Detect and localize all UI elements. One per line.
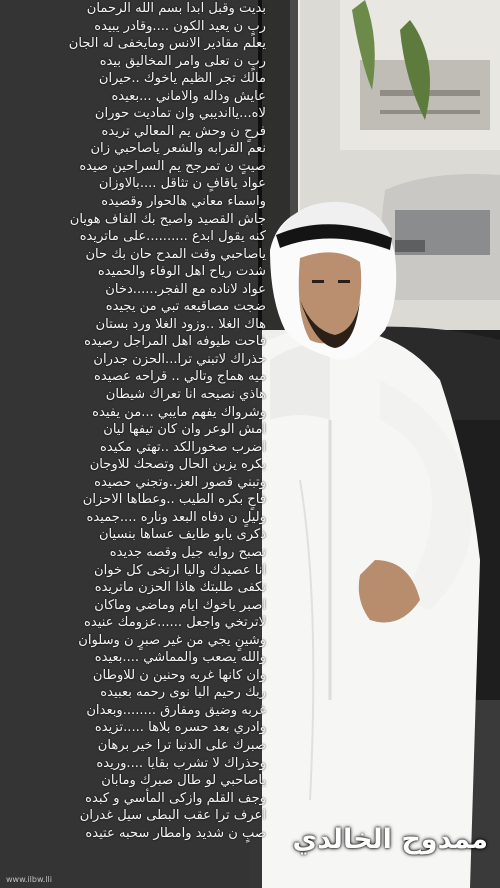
poem-line: واسماء معاني هالحوار وقصيده (101, 194, 266, 210)
poem-line: صبرك على الدنيا ترا خير برهان (97, 737, 266, 753)
poem-line: تصبح روايه جيل وقصه جديده (109, 544, 266, 560)
poem-line: وشينٍ يجي من غير صبرٍ ن وسلوان (78, 632, 266, 648)
poem-line: لاه...ياانديبي وان تماديت حوران (94, 106, 266, 122)
poem-line: وحذراك لا تشرب بقايا ....وريده (96, 755, 266, 771)
poem-line: وليلٍ ن دفاه البعد وناره ....جميده (86, 509, 266, 525)
poem-line: امش الوعر وان كان تيفها ليان (103, 422, 266, 438)
poem-line: عواد لاناده مع الفجر......دخان (105, 281, 266, 297)
poem-line: ربٍ ن يعيد الكون ....وقادر يبيده (94, 18, 266, 34)
poem-line: تكفى طلبتك هاذا الحزن ماتريده (94, 580, 266, 596)
poem-line: هاذي نصيحه انا تعراك شيطان (105, 387, 266, 403)
poem-line: والله يصعب والمماشي ....بعيده (94, 650, 266, 666)
poem-line: وتبني قصور العز..وتجني حصيده (94, 474, 266, 490)
poem-line: اصبر ياخوك ايام وماضي وماكان (94, 597, 266, 613)
poem-line: وان كانها غربه وحنين ن للاوطان (92, 667, 266, 683)
poem-line: فاحٍ بكره الطيب ..وعطاها الاحزان (82, 492, 266, 508)
poem-line: حذراك لاتبني ترا...الحزن جدران (93, 351, 266, 367)
poem-line: وجف القلم وازكى المأسي و كبده (85, 790, 266, 806)
poem-line: وشرواك يفهم مايبي ...من يفيده (92, 404, 266, 420)
poem-line: ضجت مصاقيعه تبي من يجيده (105, 299, 266, 315)
poem-line: ميه هماج وتالي .. قراحه عصيده (94, 369, 266, 385)
poem-line: ياصاحبي وقت المدح حان بك حان (85, 246, 266, 262)
poem-line: بديت وقبل ابدا بسم الله الرحمان (86, 1, 266, 16)
poem-line: صيتٍ ن تمرجح يم السراحين صيده (79, 158, 266, 174)
poem-line: ربك رحيم اليا نوى رحمه بعبيده (100, 685, 266, 701)
poem-line: شدت رياح اهل الوفاء والحميده (97, 264, 266, 280)
poem-line: عواد ياقافٍ ن تثاقل ....بالاوزان (98, 176, 266, 192)
watermark: www.ilbw.lli (6, 875, 52, 884)
poem-line: بكره يزين الحال وتصحك للاوجان (89, 457, 266, 473)
poem-line: كنه يقول ابدع ..........على ماتريده (79, 229, 266, 245)
poem-line: عايش وداله والاماني ...بعيده (111, 88, 266, 104)
poem-line: لاترتخي واجعل ......عزومك عنيده (84, 615, 266, 631)
poem-line: يعلم مقادير الانس ومايخفى له الجان (68, 36, 266, 52)
poem-text (4, 0, 266, 842)
poem-line: اعرف ترا عقب البطى سيل غدران (79, 808, 266, 824)
poem-line: وادري بعد حسره بلاها .....تزيده (94, 720, 266, 736)
poem-line: صبٍ ن شديد وامطار سحبه عتيده (85, 825, 266, 841)
poem-line: اضرب صخورالكد ..تهتي مكيده (100, 439, 266, 455)
poem-line: ربٍ ن تعلى وامر المخاليق بيده (99, 53, 266, 69)
poem-line: ياصاحبي لو طال صبرك ومابان (101, 773, 266, 789)
poem-line: غربه وضيق ومفارق ........وبعدان (86, 702, 266, 718)
poet-signature: ممدوح الخالدي (292, 824, 488, 855)
poem-line: فرحٍ ن وحش يم المعالي تريده (101, 123, 266, 139)
poem-line: ذكرى يابو طايف عساها بنسيان (98, 527, 266, 543)
poem-line: انا عصيدك واليا ارتخى كل خوان (94, 562, 266, 578)
poem-line: جاش القصيد واصبح بك القاف هويان (69, 211, 266, 227)
poem-line: نعم القرابه والشعر ياصاحبي زان (90, 141, 266, 157)
poem-line: فاحت طيوفه اهل المراجل رصيده (84, 334, 266, 350)
poem-line: هاك الغلا ..وزود الغلا ورد بستان (95, 316, 266, 332)
poem-line: مالك تجر الظيم ياخوك ..حيران (98, 71, 266, 87)
